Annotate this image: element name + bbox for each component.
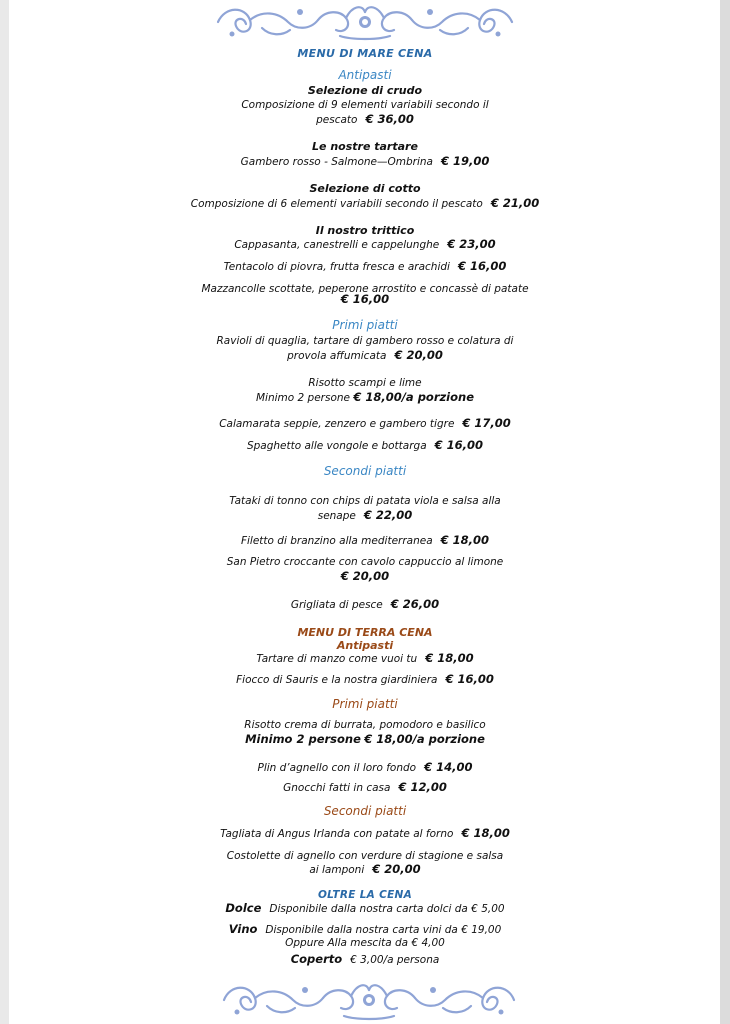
costolette-price: € 20,00 xyxy=(372,862,421,876)
calamarata-price: € 17,00 xyxy=(462,416,511,430)
bottom-ornament-image xyxy=(0,974,730,1024)
grigliata-desc: Grigliata di pesce xyxy=(290,599,383,611)
risotto-burrata-min: Minimo 2 persone xyxy=(245,732,361,746)
tagliata-price: € 18,00 xyxy=(461,826,510,840)
grigliata-price: € 26,00 xyxy=(390,597,440,611)
tartare-mare-line xyxy=(0,154,730,169)
tagliata-line xyxy=(0,826,730,841)
selezione-crudo-line2 xyxy=(0,112,730,127)
spaghetto-desc: Spaghetto alle vongole e bottarga xyxy=(246,440,427,452)
tartare-manzo-line xyxy=(0,651,730,666)
trittico-desc: Cappasanta, canestrelli e cappelunghe xyxy=(234,239,440,251)
mazzancolle-desc: Mazzancolle scottate, peperone arrostito e concassè di patate xyxy=(201,283,529,295)
sanpietro-desc: San Pietro croccante con cavolo cappuccio al limone xyxy=(226,556,504,568)
vino-mescita-text: Oppure Alla mescita da € 4,00 xyxy=(285,937,445,949)
risotto-burrata-desc: Risotto crema di burrata, pomodoro e basilico xyxy=(244,719,486,731)
selezione-crudo-desc-2: pescato xyxy=(316,114,358,126)
selezione-cotto-name: Selezione di cotto xyxy=(309,182,421,195)
top-ornament-image xyxy=(0,0,730,44)
dolce-text: Disponibile dalla nostra carta dolci da € 5,00 xyxy=(269,903,505,915)
risotto-burrata-line xyxy=(0,732,730,747)
tentacolo-desc: Tentacolo di piovra, frutta fresca e arachidi xyxy=(223,261,450,273)
tartare-manzo-price: € 18,00 xyxy=(425,651,474,665)
costolette-desc: Costolette di agnello con verdure di stagione e salsa xyxy=(226,850,504,862)
sanpietro-price-line xyxy=(0,569,730,584)
mare-secondi-heading: Secondi piatti xyxy=(323,464,407,478)
spaghetto-line xyxy=(0,438,730,453)
terra-antipasti-heading: Antipasti xyxy=(336,639,394,652)
tartare-mare-name: Le nostre tartare xyxy=(312,140,418,153)
branzino-price: € 18,00 xyxy=(440,533,490,547)
selezione-crudo-price: € 36,00 xyxy=(365,112,414,126)
mare-menu-title: MENU DI MARE CENA xyxy=(297,47,433,60)
calamarata-line xyxy=(0,416,730,431)
coperto-line xyxy=(0,952,730,967)
trittico-name: Il nostro trittico xyxy=(315,224,415,237)
mare-primi-heading: Primi piatti xyxy=(332,318,398,332)
ravioli-line2 xyxy=(0,348,730,363)
selezione-cotto-line xyxy=(0,196,730,211)
risotto-scampi-min: Minimo 2 persone xyxy=(255,392,350,404)
risotto-scampi-line xyxy=(0,390,730,405)
coperto-label: Coperto xyxy=(290,952,343,966)
fiocco-price: € 16,00 xyxy=(445,672,494,686)
vino-text: Disponibile dalla nostra carta vini da € 19,00 xyxy=(265,924,502,936)
fiocco-desc: Fiocco di Sauris e la nostra giardiniera xyxy=(236,674,438,686)
tartare-mare-desc: Gambero rosso - Salmone—Ombrina xyxy=(240,156,433,168)
risotto-scampi-desc: Risotto scampi e lime xyxy=(308,377,422,389)
costolette-line2 xyxy=(0,862,730,877)
branzino-line xyxy=(0,533,730,548)
tentacolo-price: € 16,00 xyxy=(457,259,507,273)
branzino-desc: Filetto di branzino alla mediterranea xyxy=(240,535,433,547)
ravioli-desc: Ravioli di quaglia, tartare di gambero rosso e colatura di xyxy=(216,335,514,347)
tartare-mare-price: € 19,00 xyxy=(440,154,490,168)
terra-secondi-heading: Secondi piatti xyxy=(323,804,407,818)
calamarata-desc: Calamarata seppie, zenzero e gambero tigre xyxy=(219,418,455,430)
tataki-line2 xyxy=(0,508,730,523)
gnocchi-desc: Gnocchi fatti in casa xyxy=(283,782,391,794)
plin-line xyxy=(0,760,730,775)
selezione-cotto-desc: Composizione di 6 elementi variabili secondo il pescato xyxy=(190,198,483,210)
plin-desc: Plin d’agnello con il loro fondo xyxy=(257,762,417,774)
dolce-label: Dolce xyxy=(225,901,262,915)
tagliata-desc: Tagliata di Angus Irlanda con patate al forno xyxy=(220,828,454,840)
trittico-price: € 23,00 xyxy=(447,237,496,251)
selezione-crudo-name: Selezione di crudo xyxy=(307,84,423,97)
selezione-cotto-price: € 21,00 xyxy=(490,196,540,210)
vino-line xyxy=(0,922,730,937)
ravioli-desc-2: provola affumicata xyxy=(287,350,387,362)
dolce-line xyxy=(0,901,730,916)
oltre-heading: OLTRE LA CENA xyxy=(317,889,413,901)
spaghetto-price: € 16,00 xyxy=(434,438,484,452)
mare-antipasti-heading: Antipasti xyxy=(338,68,392,82)
mazzancolle-price: € 16,00 xyxy=(340,292,390,306)
ravioli-price: € 20,00 xyxy=(394,348,443,362)
risotto-scampi-price: € 18,00/a porzione xyxy=(353,390,475,404)
selezione-crudo-desc: Composizione di 9 elementi variabili secondo il xyxy=(241,99,489,111)
tataki-desc-2: senape xyxy=(317,510,356,522)
vino-label: Vino xyxy=(228,922,258,936)
tartare-manzo-desc: Tartare di manzo come vuoi tu xyxy=(256,653,418,665)
sanpietro-price: € 20,00 xyxy=(340,569,390,583)
mazzancolle-price-line xyxy=(0,292,730,307)
terra-menu-title: MENU DI TERRA CENA xyxy=(297,626,433,639)
costolette-desc-2: ai lamponi xyxy=(309,864,365,876)
fiocco-line xyxy=(0,672,730,687)
grigliata-line xyxy=(0,597,730,612)
coperto-text: € 3,00/a persona xyxy=(350,954,440,966)
gnocchi-price: € 12,00 xyxy=(398,780,447,794)
risotto-burrata-price: € 18,00/a porzione xyxy=(364,732,485,746)
trittico-line xyxy=(0,237,730,252)
tataki-desc: Tataki di tonno con chips di patata viola e salsa alla xyxy=(229,495,501,507)
plin-price: € 14,00 xyxy=(424,760,473,774)
tataki-price: € 22,00 xyxy=(363,508,413,522)
tentacolo-line xyxy=(0,259,730,274)
terra-primi-heading: Primi piatti xyxy=(332,697,398,711)
gnocchi-line xyxy=(0,780,730,795)
